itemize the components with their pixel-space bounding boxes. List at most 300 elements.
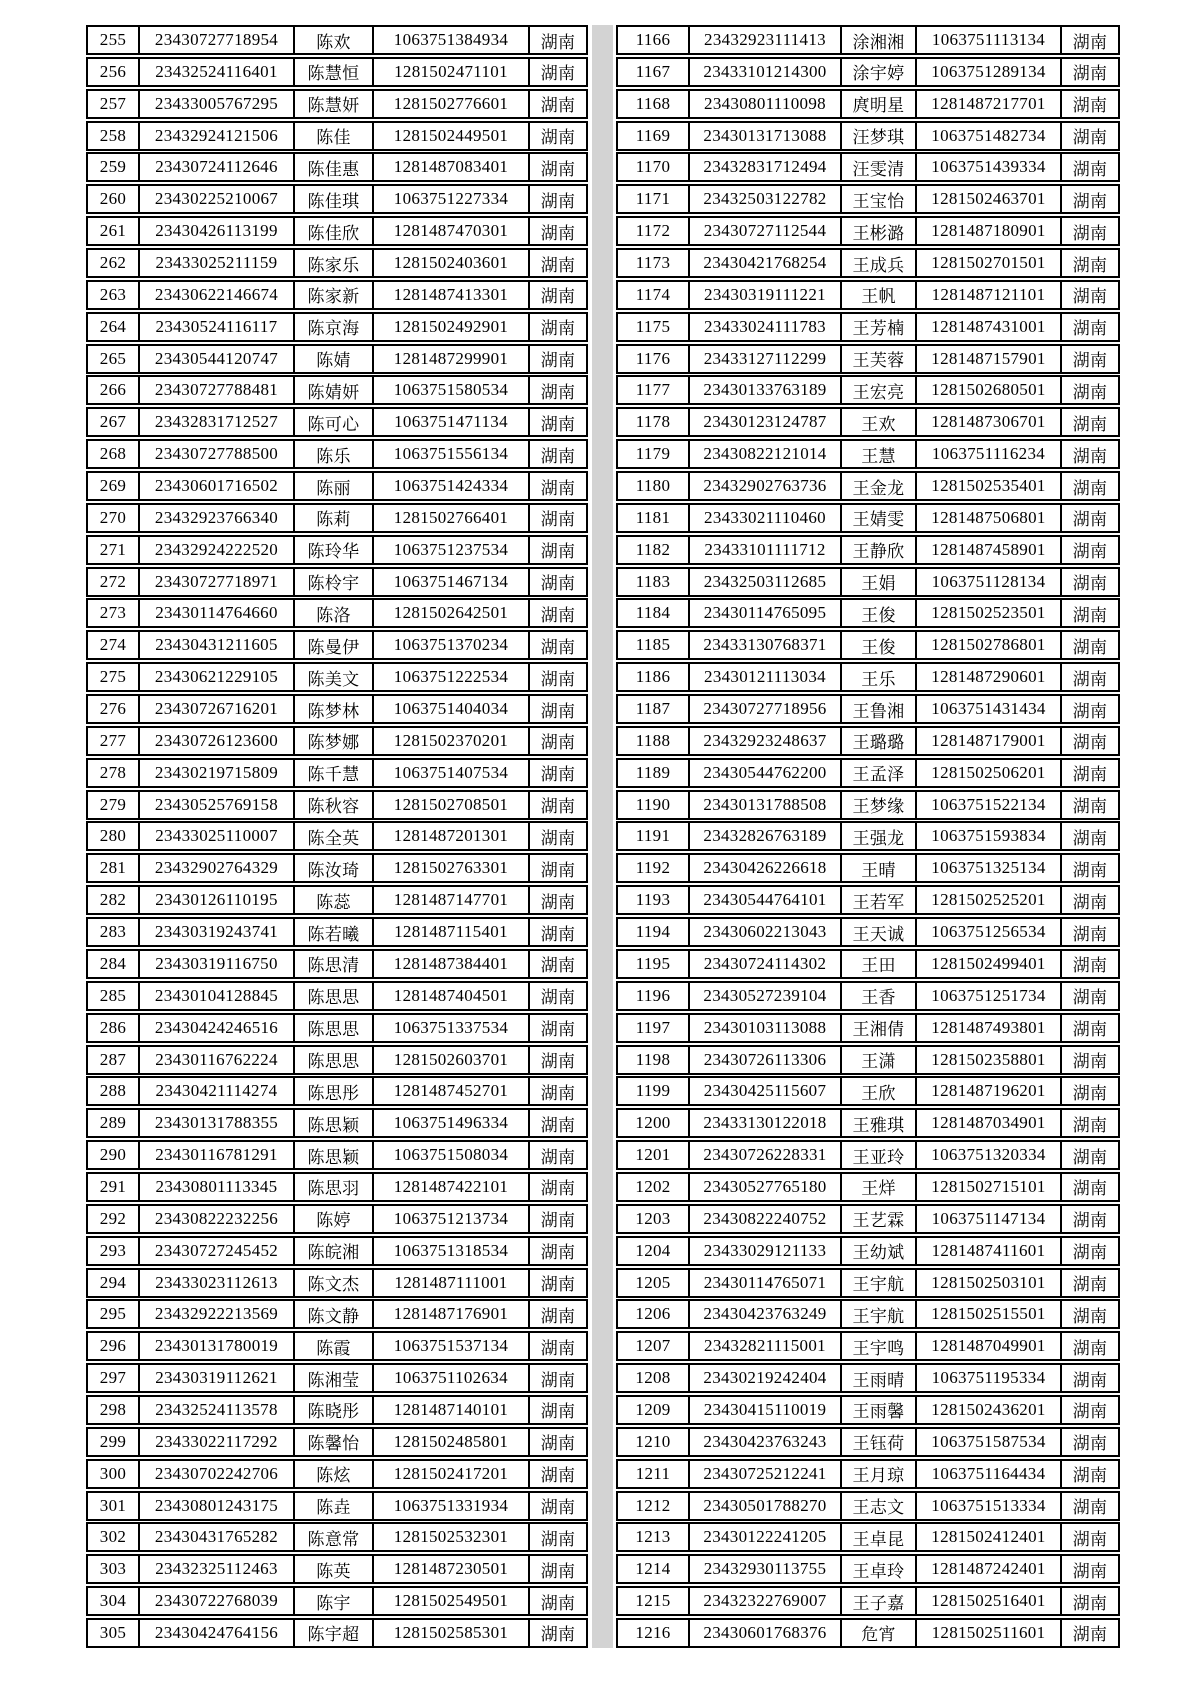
row-number-cell: 301 (99, 1495, 127, 1515)
candidate-id-cell: 1281502776601 (372, 91, 528, 117)
row-number-cell: 1190 (635, 794, 671, 814)
candidate-name-cell: 陈晓彤 (293, 1397, 372, 1423)
exam-registration-id-cell: 23430423763249 (688, 1301, 840, 1327)
table-row (616, 1045, 1120, 1075)
candidate-name-cell: 陈汝琦 (293, 855, 372, 881)
table-row (616, 790, 1120, 820)
table-row (86, 1331, 588, 1361)
row-number-cell: 259 (99, 157, 127, 177)
candidate-name-cell: 陈洛 (293, 600, 372, 626)
table-row (86, 1554, 588, 1584)
table-row (616, 726, 1120, 756)
exam-registration-id-cell: 23430133763189 (688, 377, 840, 403)
exam-registration-id-cell: 23430724112646 (138, 154, 293, 180)
province-cell: 湖南 (1060, 1047, 1118, 1073)
row-number-cell: 1208 (635, 1368, 671, 1388)
exam-registration-id-cell: 23430423763243 (688, 1429, 840, 1455)
candidate-id-cell: 1281487230501 (372, 1556, 528, 1582)
table-row (616, 25, 1120, 55)
table-row (86, 471, 588, 501)
table-row (616, 821, 1120, 851)
row-number-cell: 1201 (635, 1145, 671, 1165)
table-row (616, 1522, 1120, 1552)
candidate-id-cell: 1063751227334 (372, 186, 528, 212)
row-number-cell: 1214 (635, 1559, 671, 1579)
records-table-left (86, 25, 588, 1648)
exam-registration-id-cell: 23430421114274 (138, 1078, 293, 1104)
candidate-name-cell: 王金龙 (840, 473, 915, 499)
row-number-cell: 261 (99, 221, 127, 241)
row-number-cell: 1184 (635, 603, 671, 623)
candidate-id-cell: 1281502766401 (372, 505, 528, 531)
province-cell: 湖南 (1060, 983, 1118, 1009)
row-number-cell: 1167 (635, 61, 671, 81)
candidate-id-cell: 1063751431434 (915, 696, 1060, 722)
table-row (86, 567, 588, 597)
exam-registration-id-cell: 23430431765282 (138, 1524, 293, 1550)
candidate-name-cell: 汪梦琪 (840, 123, 915, 149)
candidate-id-cell: 1281502485801 (372, 1429, 528, 1455)
province-cell: 湖南 (528, 505, 586, 531)
candidate-name-cell: 王湘倩 (840, 1015, 915, 1041)
candidate-name-cell: 王幼斌 (840, 1238, 915, 1264)
candidate-name-cell: 陈英 (293, 1556, 372, 1582)
province-cell: 湖南 (528, 1142, 586, 1168)
exam-registration-id-cell: 23432503122782 (688, 186, 840, 212)
candidate-name-cell: 陈可心 (293, 409, 372, 435)
table-row (86, 25, 588, 55)
table-row (86, 1076, 588, 1106)
row-number-cell: 255 (99, 30, 127, 49)
row-number-cell: 278 (99, 762, 127, 782)
candidate-name-cell: 陈千慧 (293, 760, 372, 786)
province-cell: 湖南 (1060, 1078, 1118, 1104)
candidate-name-cell: 王艺霖 (840, 1206, 915, 1232)
table-row (616, 1076, 1120, 1106)
exam-registration-id-cell: 23430122241205 (688, 1524, 840, 1550)
row-number-cell: 287 (99, 1049, 127, 1069)
candidate-id-cell: 1281502503101 (915, 1270, 1060, 1296)
table-row (86, 535, 588, 565)
row-number-cell: 298 (99, 1399, 127, 1419)
candidate-id-cell: 1063751256534 (915, 919, 1060, 945)
exam-registration-id-cell: 23430319111221 (688, 282, 840, 308)
candidate-name-cell: 陈思颖 (293, 1110, 372, 1136)
province-cell: 湖南 (1060, 282, 1118, 308)
candidate-id-cell: 1281502463701 (915, 186, 1060, 212)
candidate-id-cell: 1281502471101 (372, 59, 528, 85)
candidate-name-cell: 王璐璐 (840, 728, 915, 754)
row-number-cell: 1216 (635, 1622, 671, 1642)
province-cell: 湖南 (1060, 537, 1118, 563)
table-row (86, 981, 588, 1011)
table-row (616, 885, 1120, 915)
candidate-name-cell: 陈皖湘 (293, 1238, 372, 1264)
candidate-id-cell: 1281502585301 (372, 1620, 528, 1646)
row-number-cell: 288 (99, 1081, 127, 1101)
table-row (86, 1395, 588, 1425)
candidate-id-cell: 1281487413301 (372, 282, 528, 308)
candidate-id-cell: 1281502492901 (372, 314, 528, 340)
province-cell: 湖南 (1060, 1301, 1118, 1327)
exam-registration-id-cell: 23430225210067 (138, 186, 293, 212)
candidate-name-cell: 陈炫 (293, 1461, 372, 1487)
candidate-id-cell: 1281502523501 (915, 600, 1060, 626)
exam-registration-id-cell: 23430544120747 (138, 346, 293, 372)
province-cell: 湖南 (1060, 1238, 1118, 1264)
candidate-id-cell: 1281487470301 (372, 218, 528, 244)
candidate-name-cell: 王俊 (840, 600, 915, 626)
candidate-name-cell: 陈佳欣 (293, 218, 372, 244)
table-row (616, 248, 1120, 278)
table-row (616, 598, 1120, 628)
row-number-cell: 268 (99, 444, 127, 464)
candidate-id-cell: 1281487452701 (372, 1078, 528, 1104)
province-cell: 湖南 (1060, 696, 1118, 722)
candidate-id-cell: 1063751318534 (372, 1238, 528, 1264)
province-cell: 湖南 (528, 1556, 586, 1582)
table-row (86, 503, 588, 533)
row-number-cell: 283 (99, 922, 127, 942)
table-row (86, 1108, 588, 1138)
province-cell: 湖南 (528, 473, 586, 499)
candidate-name-cell: 王宇鸣 (840, 1333, 915, 1359)
row-number-cell: 1194 (635, 922, 671, 942)
province-cell: 湖南 (1060, 218, 1118, 244)
exam-registration-id-cell: 23430726123600 (138, 728, 293, 754)
candidate-id-cell: 1063751407534 (372, 760, 528, 786)
province-cell: 湖南 (1060, 27, 1118, 53)
row-number-cell: 300 (99, 1463, 127, 1483)
exam-registration-id-cell: 23430415110019 (688, 1397, 840, 1423)
exam-registration-id-cell: 23430116762224 (138, 1047, 293, 1073)
candidate-name-cell: 王孟泽 (840, 760, 915, 786)
table-row (86, 1013, 588, 1043)
exam-registration-id-cell: 23433021110460 (688, 505, 840, 531)
row-number-cell: 1176 (635, 348, 671, 368)
table-row (616, 216, 1120, 246)
table-row (86, 1618, 588, 1648)
row-number-cell: 1187 (635, 699, 671, 719)
row-number-cell: 264 (99, 316, 127, 336)
province-cell: 湖南 (528, 919, 586, 945)
row-number-cell: 1203 (635, 1208, 671, 1228)
exam-registration-id-cell: 23430424764156 (138, 1620, 293, 1646)
table-row (616, 344, 1120, 374)
candidate-id-cell: 1063751580534 (372, 377, 528, 403)
row-number-cell: 1200 (635, 1113, 671, 1133)
province-cell: 湖南 (528, 346, 586, 372)
province-cell: 湖南 (528, 1429, 586, 1455)
candidate-name-cell: 陈丽 (293, 473, 372, 499)
exam-registration-id-cell: 23430319243741 (138, 919, 293, 945)
candidate-id-cell: 1281502412401 (915, 1524, 1060, 1550)
exam-registration-id-cell: 23433025110007 (138, 823, 293, 849)
table-row (616, 1554, 1120, 1584)
province-cell: 湖南 (1060, 409, 1118, 435)
candidate-name-cell: 王晴 (840, 855, 915, 881)
province-cell: 湖南 (528, 664, 586, 690)
candidate-name-cell: 陈思清 (293, 951, 372, 977)
exam-registration-id-cell: 23430801243175 (138, 1493, 293, 1519)
province-cell: 湖南 (528, 377, 586, 403)
row-number-cell: 279 (99, 794, 127, 814)
exam-registration-id-cell: 23430525769158 (138, 792, 293, 818)
table-row (86, 184, 588, 214)
table-row (616, 1331, 1120, 1361)
candidate-id-cell: 1063751325134 (915, 855, 1060, 881)
candidate-name-cell: 陈霞 (293, 1333, 372, 1359)
exam-registration-id-cell: 23430702242706 (138, 1461, 293, 1487)
province-cell: 湖南 (1060, 1524, 1118, 1550)
row-number-cell: 1180 (635, 476, 671, 496)
exam-registration-id-cell: 23430116781291 (138, 1142, 293, 1168)
exam-registration-id-cell: 23433130768371 (688, 632, 840, 658)
candidate-name-cell: 王欢 (840, 409, 915, 435)
candidate-id-cell: 1281502511601 (915, 1620, 1060, 1646)
province-cell: 湖南 (528, 218, 586, 244)
exam-registration-id-cell: 23430724114302 (688, 951, 840, 977)
row-number-cell: 1207 (635, 1336, 671, 1356)
province-cell: 湖南 (1060, 186, 1118, 212)
candidate-id-cell: 1281487157901 (915, 346, 1060, 372)
table-row (86, 57, 588, 87)
table-row (616, 567, 1120, 597)
table-row (616, 471, 1120, 501)
table-row (86, 885, 588, 915)
row-number-cell: 273 (99, 603, 127, 623)
candidate-name-cell: 陈梦林 (293, 696, 372, 722)
province-cell: 湖南 (1060, 1142, 1118, 1168)
province-cell: 湖南 (1060, 919, 1118, 945)
exam-registration-id-cell: 23430727718971 (138, 569, 293, 595)
exam-registration-id-cell: 23432826763189 (688, 823, 840, 849)
row-number-cell: 1174 (635, 284, 671, 304)
exam-registration-id-cell: 23430104128845 (138, 983, 293, 1009)
exam-registration-id-cell: 23432924222520 (138, 537, 293, 563)
candidate-id-cell: 1281502358801 (915, 1047, 1060, 1073)
row-number-cell: 284 (99, 953, 127, 973)
province-cell: 湖南 (528, 1238, 586, 1264)
province-cell: 湖南 (528, 569, 586, 595)
province-cell: 湖南 (1060, 1429, 1118, 1455)
province-cell: 湖南 (1060, 1588, 1118, 1614)
candidate-id-cell: 1281502532301 (372, 1524, 528, 1550)
candidate-name-cell: 陈蕊 (293, 887, 372, 913)
candidate-name-cell: 陈佳琪 (293, 186, 372, 212)
exam-registration-id-cell: 23430131788355 (138, 1110, 293, 1136)
exam-registration-id-cell: 23430727245452 (138, 1238, 293, 1264)
candidate-id-cell: 1281487299901 (372, 346, 528, 372)
exam-registration-id-cell: 23432924121506 (138, 123, 293, 149)
exam-registration-id-cell: 23430114765071 (688, 1270, 840, 1296)
candidate-name-cell: 王宝怡 (840, 186, 915, 212)
province-cell: 湖南 (528, 1493, 586, 1519)
row-number-cell: 1173 (635, 253, 671, 273)
province-cell: 湖南 (528, 1588, 586, 1614)
table-row (86, 121, 588, 151)
exam-registration-id-cell: 23433101111712 (688, 537, 840, 563)
candidate-name-cell: 王卓玲 (840, 1556, 915, 1582)
table-row (616, 407, 1120, 437)
candidate-id-cell: 1281502763301 (372, 855, 528, 881)
candidate-id-cell: 1281502680501 (915, 377, 1060, 403)
candidate-name-cell: 王潇 (840, 1047, 915, 1073)
exam-registration-id-cell: 23430727788481 (138, 377, 293, 403)
table-row (616, 184, 1120, 214)
row-number-cell: 1182 (635, 539, 671, 559)
candidate-id-cell: 1281487140101 (372, 1397, 528, 1423)
table-row (616, 312, 1120, 342)
table-row (616, 1108, 1120, 1138)
row-number-cell: 295 (99, 1304, 127, 1324)
province-cell: 湖南 (528, 855, 586, 881)
candidate-name-cell: 陈馨怡 (293, 1429, 372, 1455)
row-number-cell: 296 (99, 1336, 127, 1356)
candidate-id-cell: 1281502370201 (372, 728, 528, 754)
table-row (86, 790, 588, 820)
candidate-id-cell: 1281502525201 (915, 887, 1060, 913)
candidate-id-cell: 1063751195334 (915, 1365, 1060, 1391)
province-cell: 湖南 (528, 792, 586, 818)
candidate-id-cell: 1281487147701 (372, 887, 528, 913)
exam-registration-id-cell: 23430527239104 (688, 983, 840, 1009)
table-row (86, 1204, 588, 1234)
candidate-name-cell: 庹明星 (840, 91, 915, 117)
candidate-name-cell: 陈莉 (293, 505, 372, 531)
candidate-id-cell: 1063751537134 (372, 1333, 528, 1359)
table-row (616, 917, 1120, 947)
candidate-name-cell: 王雨馨 (840, 1397, 915, 1423)
province-cell: 湖南 (528, 441, 586, 467)
province-cell: 湖南 (1060, 91, 1118, 117)
table-row (616, 535, 1120, 565)
candidate-name-cell: 王烊 (840, 1174, 915, 1200)
province-cell: 湖南 (1060, 377, 1118, 403)
province-cell: 湖南 (528, 27, 586, 53)
row-number-cell: 271 (99, 539, 127, 559)
table-row (616, 1140, 1120, 1170)
exam-registration-id-cell: 23430524116117 (138, 314, 293, 340)
table-row (86, 949, 588, 979)
province-cell: 湖南 (1060, 1493, 1118, 1519)
candidate-name-cell: 王志文 (840, 1493, 915, 1519)
row-number-cell: 1192 (635, 858, 671, 878)
candidate-name-cell: 陈思颖 (293, 1142, 372, 1168)
province-cell: 湖南 (528, 59, 586, 85)
row-number-cell: 1206 (635, 1304, 671, 1324)
candidate-id-cell: 1063751496334 (372, 1110, 528, 1136)
row-number-cell: 1198 (635, 1049, 671, 1069)
exam-registration-id-cell: 23430425115607 (688, 1078, 840, 1104)
candidate-name-cell: 王雅琪 (840, 1110, 915, 1136)
candidate-name-cell: 陈欢 (293, 27, 372, 53)
row-number-cell: 1191 (635, 826, 671, 846)
candidate-name-cell: 王帆 (840, 282, 915, 308)
records-table-right (616, 25, 1120, 1648)
table-row (86, 758, 588, 788)
table-row (86, 726, 588, 756)
row-number-cell: 1205 (635, 1272, 671, 1292)
province-cell: 湖南 (1060, 154, 1118, 180)
province-cell: 湖南 (528, 696, 586, 722)
candidate-name-cell: 王乐 (840, 664, 915, 690)
row-number-cell: 1197 (635, 1017, 671, 1037)
candidate-name-cell: 陈婷 (293, 1206, 372, 1232)
table-row (616, 152, 1120, 182)
candidate-name-cell: 陈慧恒 (293, 59, 372, 85)
row-number-cell: 292 (99, 1208, 127, 1228)
candidate-id-cell: 1063751213734 (372, 1206, 528, 1232)
province-cell: 湖南 (1060, 59, 1118, 85)
candidate-id-cell: 1281502436201 (915, 1397, 1060, 1423)
exam-registration-id-cell: 23430822121014 (688, 441, 840, 467)
candidate-id-cell: 1281487411601 (915, 1238, 1060, 1264)
candidate-id-cell: 1063751384934 (372, 27, 528, 53)
province-cell: 湖南 (1060, 951, 1118, 977)
exam-registration-id-cell: 23430114765095 (688, 600, 840, 626)
province-cell: 湖南 (528, 1174, 586, 1200)
exam-registration-id-cell: 23430621229105 (138, 664, 293, 690)
row-number-cell: 1177 (635, 380, 671, 400)
candidate-name-cell: 王强龙 (840, 823, 915, 849)
table-row (616, 375, 1120, 405)
candidate-name-cell: 汪雯清 (840, 154, 915, 180)
province-cell: 湖南 (1060, 760, 1118, 786)
row-number-cell: 1212 (635, 1495, 671, 1515)
candidate-name-cell: 陈若曦 (293, 919, 372, 945)
row-number-cell: 305 (99, 1622, 127, 1642)
row-number-cell: 1215 (635, 1591, 671, 1611)
candidate-name-cell: 王娟 (840, 569, 915, 595)
candidate-id-cell: 1281487049901 (915, 1333, 1060, 1359)
candidate-id-cell: 1063751482734 (915, 123, 1060, 149)
province-cell: 湖南 (528, 154, 586, 180)
table-row (86, 1045, 588, 1075)
province-cell: 湖南 (1060, 346, 1118, 372)
row-number-cell: 1195 (635, 953, 671, 973)
province-cell: 湖南 (1060, 792, 1118, 818)
exam-registration-id-cell: 23433101214300 (688, 59, 840, 85)
candidate-id-cell: 1281502535401 (915, 473, 1060, 499)
candidate-id-cell: 1281487422101 (372, 1174, 528, 1200)
candidate-id-cell: 1063751331934 (372, 1493, 528, 1519)
row-number-cell: 297 (99, 1368, 127, 1388)
table-row (616, 1491, 1120, 1521)
row-number-cell: 1183 (635, 571, 671, 591)
table-row (86, 439, 588, 469)
candidate-id-cell: 1063751467134 (372, 569, 528, 595)
exam-registration-id-cell: 23430527765180 (688, 1174, 840, 1200)
province-cell: 湖南 (1060, 1397, 1118, 1423)
exam-registration-id-cell: 23430426113199 (138, 218, 293, 244)
candidate-name-cell: 陈乐 (293, 441, 372, 467)
province-cell: 湖南 (1060, 600, 1118, 626)
province-cell: 湖南 (1060, 1110, 1118, 1136)
candidate-name-cell: 陈慧妍 (293, 91, 372, 117)
row-number-cell: 1178 (635, 412, 671, 432)
row-number-cell: 1186 (635, 667, 671, 687)
province-cell: 湖南 (528, 1270, 586, 1296)
candidate-name-cell: 王静欣 (840, 537, 915, 563)
province-cell: 湖南 (528, 250, 586, 276)
province-cell: 湖南 (1060, 569, 1118, 595)
table-row (616, 1299, 1120, 1329)
table-row (86, 694, 588, 724)
row-number-cell: 1166 (635, 30, 671, 49)
province-cell: 湖南 (528, 1206, 586, 1232)
province-cell: 湖南 (528, 1620, 586, 1646)
